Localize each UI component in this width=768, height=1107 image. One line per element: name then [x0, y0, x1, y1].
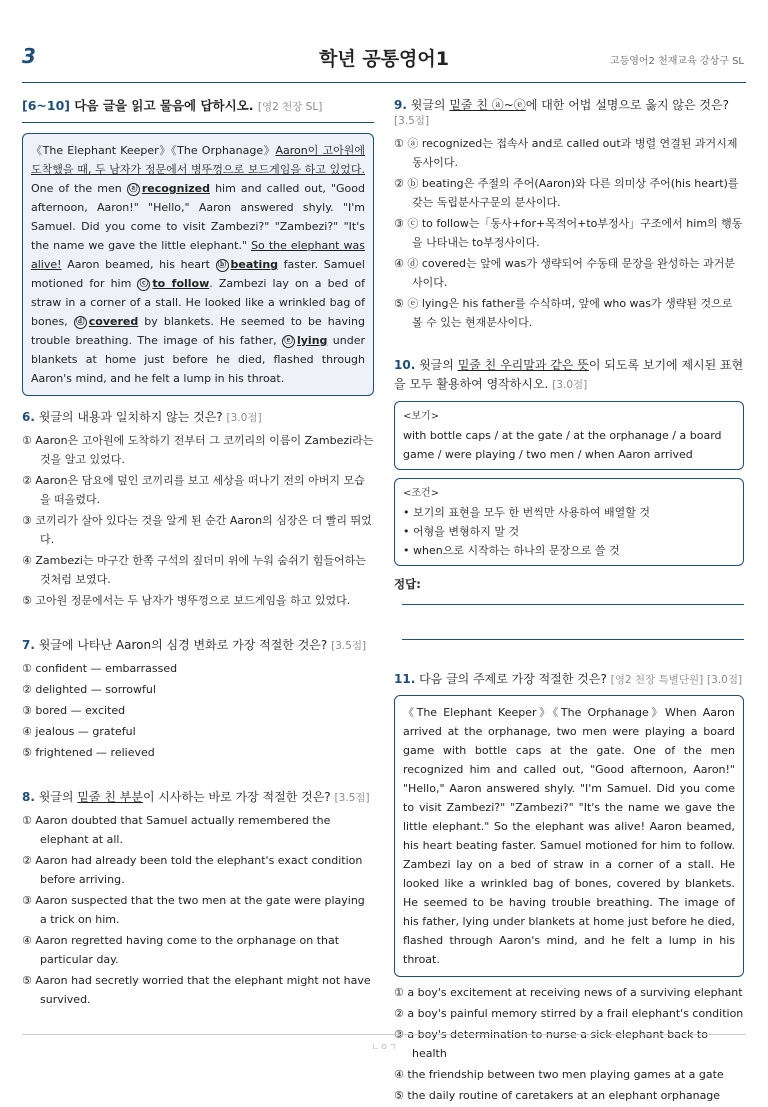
answer-option[interactable]: ② Aaron은 담요에 덮인 코끼리를 보고 세상을 떠나기 전의 아버지 모습을 떠올렸다. [22, 474, 365, 506]
answer-option[interactable]: ④ ⓓ covered는 앞에 was가 생략되어 수동태 문장을 완성하는 과거분사이다. [394, 257, 736, 289]
word-a: recognized [141, 182, 210, 195]
question-text: 윗글의 내용과 일치하지 않는 것은? [38, 410, 223, 424]
section-source: [영2 천장 SL] [257, 101, 323, 113]
question-number: 8. [22, 790, 35, 804]
condition-item: • when으로 시작하는 하나의 문장으로 쓸 것 [403, 544, 620, 557]
question-number: 7. [22, 638, 35, 652]
question-points: [3.5점] [331, 640, 367, 652]
word-d: covered [88, 315, 139, 328]
q9-options [394, 134, 744, 332]
answer-option[interactable]: ④ Aaron regretted having come to the orphanage on that particular day. [22, 934, 340, 966]
question-points: [3.5점] [334, 792, 370, 804]
answer-option[interactable]: ① confident — embarrassed [22, 662, 178, 675]
footer-rule [22, 1034, 746, 1035]
question-text: 이 되도록 보기에 제시된 표현을 모두 활용하여 영작하시오. [394, 358, 744, 391]
conditions-box [394, 478, 744, 566]
question-source: [영2 천장 특별단원] [610, 674, 704, 686]
answer-option[interactable]: ② delighted — sorrowful [22, 683, 156, 696]
q11-passage: 《The Elephant Keeper》《The Orphanage》When Aaron arrived at the orphanage, two men were playing a board game with bottle caps at the gate. One of the men recognized him and called out, "Good afternoon, Aaron!" "Hello," Aaron answered shyly. "I'm Samuel. Did you come to visit Zambezi?" "Zambezi?" "It's the name we gave the little elephant." So the elephant was alive! Aaron beamed, his heart beating faster. Samuel motioned for him to follow. Zambezi lay on a bed of straw in a corner of a stall. He looked like a wrinkled bag of bones, covered by blankets. He seemed to be having trouble breathing. The image of his father, lying under blankets at home just before he died, flashed through Aaron's mind, and he felt a lump in his throat. [394, 695, 744, 977]
passage-text: faster. Samuel motioned for him [31, 258, 365, 290]
page-footer: ㄴㅇㄱ [370, 1043, 398, 1053]
question-number: 9. [394, 98, 407, 112]
question-points: [3.5점] [394, 115, 430, 127]
word-b: beating [230, 258, 279, 271]
section-title [22, 96, 374, 114]
question-11 [394, 670, 744, 687]
question-text: 윗글의 [410, 98, 450, 112]
marker-d: ⓓ [74, 316, 87, 329]
word-c: to follow [152, 277, 210, 290]
answer-option[interactable]: ① Aaron은 고아원에 도착하기 전부터 그 코끼리의 이름이 Zambezi라는 것을 알고 있었다. [22, 434, 374, 466]
passage-text: Aaron beamed, his heart [61, 258, 216, 271]
page-title: 학년 공통영어1 [319, 48, 449, 70]
question-10 [394, 356, 744, 395]
q6-options [22, 431, 374, 610]
header-rule [22, 82, 746, 83]
answer-option[interactable]: ⑤ 고아원 정문에서는 두 남자가 병뚜껑으로 보드게임을 하고 있었다. [22, 594, 351, 607]
bogi-box [394, 401, 744, 470]
reading-passage [22, 133, 374, 396]
answer-option[interactable]: ③ a boy's determination to nurse a sick elephant back to health [394, 1028, 708, 1060]
answer-option[interactable]: ③ 코끼리가 살아 있다는 것을 알게 된 순간 Aaron의 심장은 더 빨리 뛰었다. [22, 514, 372, 546]
marker-e: ⓔ [282, 335, 295, 348]
section-range: [6~10] [22, 98, 70, 113]
answer-option[interactable]: ② Aaron had already been told the elephant's exact condition before arriving. [22, 854, 363, 886]
answer-option[interactable]: ⑤ frightened — relieved [22, 746, 155, 759]
marker-b: ⓑ [216, 259, 229, 272]
question-number: 11. [394, 672, 416, 686]
question-text-underlined: 밑줄 친 우리말과 같은 뜻 [457, 358, 589, 372]
section-rule [22, 122, 374, 123]
marker-c: ⓒ [137, 278, 150, 291]
passage-text: him and called out, "Good afternoon, Aaron!" "Hello," Aaron answered shyly. "I'm Samuel. Did you come to visit Zambezi?" "Zambezi?" "It's the name we gave the little elephant." [31, 182, 365, 252]
answer-option[interactable]: ① a boy's excitement at receiving news of a surviving elephant [394, 986, 743, 999]
question-points: [3.0점] [707, 674, 743, 686]
question-text: 윗글의 [38, 790, 78, 804]
underlined-korean: Aaron이 고아원에 도착했을 때, 두 남자가 정문에서 병뚜껑으로 보드게임을 하고 있었다. [31, 144, 365, 176]
header-source: 고등영어2 천재교육 강상구 SL [609, 56, 744, 67]
answer-option[interactable]: ④ the friendship between two men playing games at a gate [394, 1068, 724, 1081]
question-text: 이 시사하는 바로 가장 적절한 것은? [142, 790, 331, 804]
question-text: 다음 글의 주제로 가장 적절한 것은? [419, 672, 607, 686]
question-text: 윗글의 [419, 358, 458, 372]
answer-option[interactable]: ③ ⓒ to follow는「동사+for+목적어+to부정사」구조에서 him의 행동을 나타내는 to부정사이다. [394, 217, 743, 249]
q8-options [22, 811, 374, 1009]
conditions-label: <조건> [403, 488, 440, 499]
question-number: 10. [394, 358, 416, 372]
answer-option[interactable]: ④ jealous — grateful [22, 725, 136, 738]
answer-option[interactable]: ③ Aaron suspected that the two men at the gate were playing a trick on him. [22, 894, 365, 926]
marker-a: ⓐ [127, 183, 140, 196]
right-column [394, 96, 744, 1107]
answer-line[interactable] [402, 639, 744, 640]
condition-item: • 보기의 표현을 모두 한 번씩만 사용하여 배열할 것 [403, 506, 650, 519]
answer-option[interactable]: ② ⓑ beating은 주절의 주어(Aaron)와 다른 의미상 주어(his heart)를 갖는 독립분사구문의 분사이다. [394, 177, 739, 209]
bogi-label: <보기> [403, 411, 440, 422]
question-7 [22, 636, 374, 653]
passage-text: by blankets. He seemed to be having trouble breathing. The image of his father, [31, 315, 365, 347]
q7-options [22, 659, 374, 762]
word-e: lying [296, 334, 328, 347]
answer-option[interactable]: ① ⓐ recognized는 접속사 and로 called out과 병렬 연결된 과거시제 동사이다. [394, 137, 738, 169]
question-text-underlined: 밑줄 친 ⓐ~ⓔ [449, 98, 526, 112]
question-points: [3.0점] [552, 379, 588, 391]
question-8 [22, 788, 374, 805]
answer-option[interactable]: ④ Zambezi는 마구간 한쪽 구석의 짚더미 위에 누워 숨쉬기 힘들어하는 것처럼 보였다. [22, 554, 366, 586]
answer-option[interactable]: ① Aaron doubted that Samuel actually remembered the elephant at all. [22, 814, 331, 846]
question-text: 윗글에 나타난 Aaron의 심경 변화로 가장 적절한 것은? [38, 638, 328, 652]
passage-text: . Zambezi lay on a bed of straw in a corner of a stall. He looked like a wrinkled bag of bones, [31, 277, 366, 328]
answer-label: 정답: [394, 577, 421, 591]
bogi-text: with bottle caps / at the gate / at the orphanage / a board game / were playing / two men / when Aaron arrived [403, 429, 722, 461]
grade-number: 3 [22, 44, 36, 68]
condition-item: • 어형을 변형하지 말 것 [403, 525, 520, 538]
answer-option[interactable]: ③ bored — excited [22, 704, 126, 717]
answer-option[interactable]: ⑤ Aaron had secretly worried that the elephant might not have survived. [22, 974, 371, 1006]
section-instruction: 다음 글을 읽고 물음에 답하시오. [74, 98, 254, 113]
passage-text: One of the men [31, 182, 127, 195]
left-column [22, 96, 374, 1011]
question-6 [22, 408, 374, 425]
question-text: 에 대한 어법 설명으로 옳지 않은 것은? [525, 98, 729, 112]
question-number: 6. [22, 410, 35, 424]
answer-line[interactable] [402, 604, 744, 605]
answer-option[interactable]: ② a boy's painful memory stirred by a frail elephant's condition [394, 1007, 744, 1020]
passage-source: 《The Elephant Keeper》《The Orphanage》 [31, 144, 276, 157]
underlined-phrase: So the elephant was alive! [31, 239, 365, 271]
answer-option[interactable]: ⑤ the daily routine of caretakers at an elephant orphanage [394, 1089, 721, 1102]
question-9 [394, 96, 744, 128]
question-points: [3.0점] [226, 412, 262, 424]
question-text-underlined: 밑줄 친 부분 [77, 790, 143, 804]
passage-text: under blankets at home just before he died, flashed through Aaron's mind, and he felt a lump in his throat. [31, 334, 365, 385]
answer-option[interactable]: ⑤ ⓔ lying은 his father를 수식하며, 앞에 who was가 생략된 것으로 볼 수 있는 현재분사이다. [394, 297, 733, 329]
